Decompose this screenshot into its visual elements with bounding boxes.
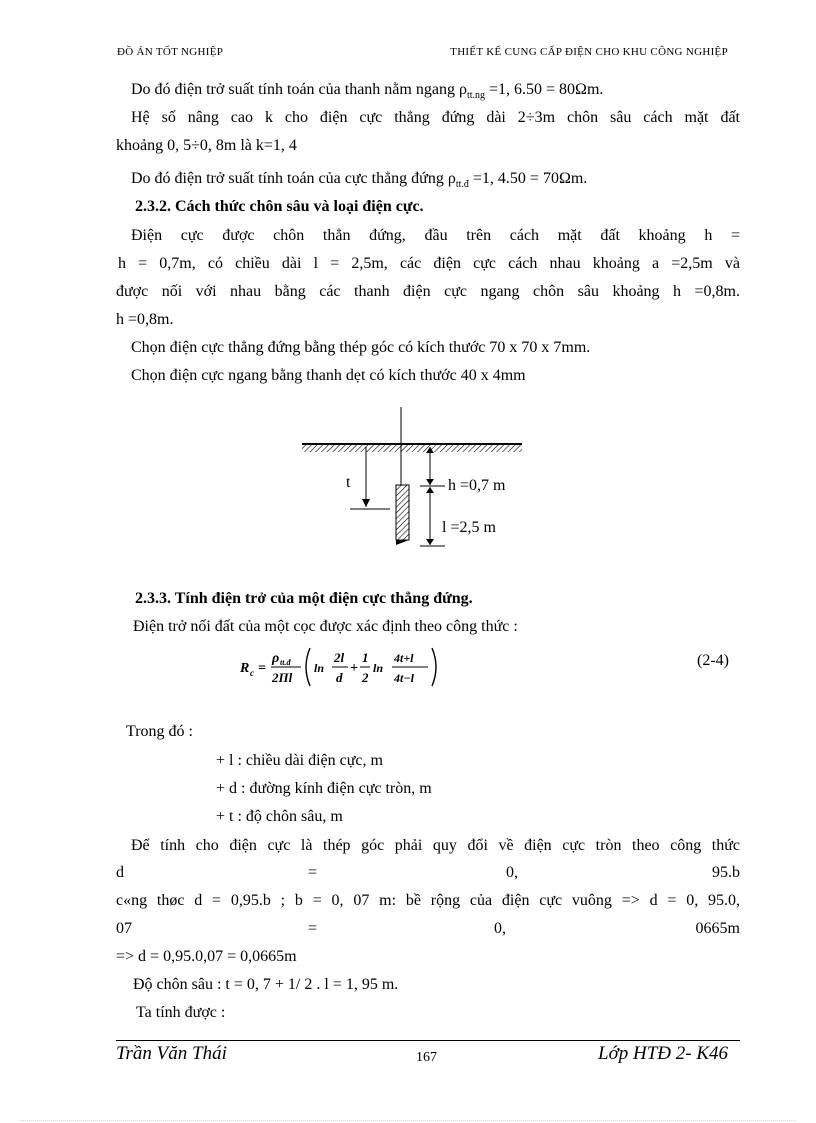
header-right: THIẾT KẾ CUNG CẤP ĐIỆN CHO KHU CÔNG NGHIỆP — [450, 46, 728, 58]
formula-lhs: R — [240, 661, 250, 676]
formula-lhs-sub: c — [250, 668, 254, 678]
paragraph-k-factor-line2: khoảng 0, 5÷0, 8m là k=1, 4 — [116, 137, 297, 154]
paragraph-depth: Độ chôn sâu : t = 0, 7 + 1/ 2 . l = 1, 95 m. — [133, 976, 399, 993]
footer-divider — [116, 1040, 740, 1041]
paragraph-where: Trong đó : — [126, 723, 193, 740]
formula-frac3-num: 4t+l — [394, 651, 414, 665]
resistance-formula — [240, 642, 450, 692]
formula-num: ρ — [272, 651, 280, 666]
formula-eq: = — [258, 661, 266, 676]
paragraph-d-result: => d = 0,95.0,07 = 0,0665m — [116, 948, 297, 965]
formula-frac2-den: 2 — [362, 670, 369, 685]
paragraph-burial-line3: được nối với nhau bằng các thanh điện cực ngang chôn sâu khoảng h =0,8m. — [116, 283, 740, 300]
d-row-c4: 95.b — [712, 864, 740, 881]
d-row-c2: = — [308, 864, 318, 881]
v-row-c4: 0665m — [695, 920, 740, 937]
d-row-c1: d — [116, 864, 124, 881]
label-h: h =0,7 m — [448, 477, 506, 494]
page-bottom-border — [20, 1120, 796, 1121]
paragraph-horizontal-resistivity: Do đó điện trở suất tính toán của thanh nằm ngang $\rho_{tt.ng} =1$, 6.50 = 80Ωm. — [131, 81, 604, 101]
dimension-t — [350, 447, 390, 509]
paragraph-vertical-electrode-choice: Chọn điện cực thẳng đứng bằng thép góc có kích thước 70 x 70 x 7mm. — [131, 339, 591, 356]
ground-surface — [302, 444, 522, 452]
formula-frac1-num: 2l — [334, 650, 345, 665]
v-row-c2: = — [308, 920, 318, 937]
paragraph-vertical-resistivity: Do đó điện trở suất tính toán của cực thẳng đứng $\rho_{tt.đ} =1$, 4.50 = 70Ωm. — [131, 170, 588, 190]
paragraph-burial-line1: Điện cực được chôn thẳn đứng, đầu trên cách mặt đất khoảng h = — [131, 227, 740, 244]
label-l: l =2,5 m — [442, 519, 496, 536]
v-row-c3: 0, — [494, 920, 506, 937]
formula-num-sub: tt.đ — [280, 658, 291, 667]
paragraph-k-factor-line1: Hệ số nâng cao k cho điện cực thẳng đứng dài 2÷3m chôn sâu cách mặt đất — [131, 109, 740, 126]
footer-page-number: 167 — [416, 1050, 437, 1065]
equation-number: (2-4) — [697, 652, 729, 669]
paragraph-conversion: Để tính cho điện cực là thép góc phải quy đổi về điện cực tròn theo công thức — [131, 837, 740, 854]
label-t: t — [346, 474, 351, 491]
paragraph-we-calculate: Ta tính được : — [136, 1004, 226, 1021]
electrode-diagram — [300, 405, 530, 555]
dimension-h — [420, 447, 445, 486]
d-row-c3: 0, — [506, 864, 518, 881]
electrode-rod — [396, 485, 409, 545]
paragraph-formula-garbled: c«ng thøc d = 0,95.b ; b = 0, 07 m: bề rộng của điện cực vuông => d = 0, 95.0, — [116, 892, 740, 909]
formula-ln2: ln — [373, 661, 384, 675]
header-left: ĐỒ ÁN TỐT NGHIỆP — [117, 46, 224, 58]
footer-author: Trần Văn Thái — [116, 1043, 227, 1064]
v-row-c1: 07 — [116, 920, 132, 937]
formula-den: 2Πl — [272, 670, 293, 685]
formula-ln1: ln — [314, 661, 325, 675]
paragraph-horizontal-electrode-choice: Chọn điện cực ngang bằng thanh dẹt có kích thước 40 x 4mm — [131, 367, 526, 384]
section-heading-2-3-3: 2.3.3. Tính điện trở của một điện cực thẳng đứng. — [135, 590, 473, 607]
formula-frac2-num: 1 — [362, 650, 369, 665]
formula-frac3-den: 4t−l — [394, 671, 414, 685]
section-heading-2-3-2: 2.3.2. Cách thức chôn sâu và loại điện cực. — [135, 198, 424, 215]
definition-l: + l : chiều dài điện cực, m — [216, 752, 383, 769]
definition-d: + d : đường kính điện cực tròn, m — [216, 780, 432, 797]
paragraph-burial-line4: h =0,8m. — [116, 311, 174, 328]
dimension-l — [420, 487, 445, 546]
footer-class: Lớp HTĐ 2- K46 — [598, 1043, 728, 1064]
formula-plus: + — [350, 661, 358, 676]
paragraph-formula-intro: Điện trở nối đất của một cọc được xác định theo công thức : — [133, 618, 518, 635]
paragraph-burial-line2: h = 0,7m, có chiều dài l = 2,5m, các điện cực cách nhau khoảng a =2,5m và — [118, 255, 740, 272]
formula-frac1-den: d — [336, 670, 343, 685]
definition-t: + t : độ chôn sâu, m — [216, 808, 343, 825]
